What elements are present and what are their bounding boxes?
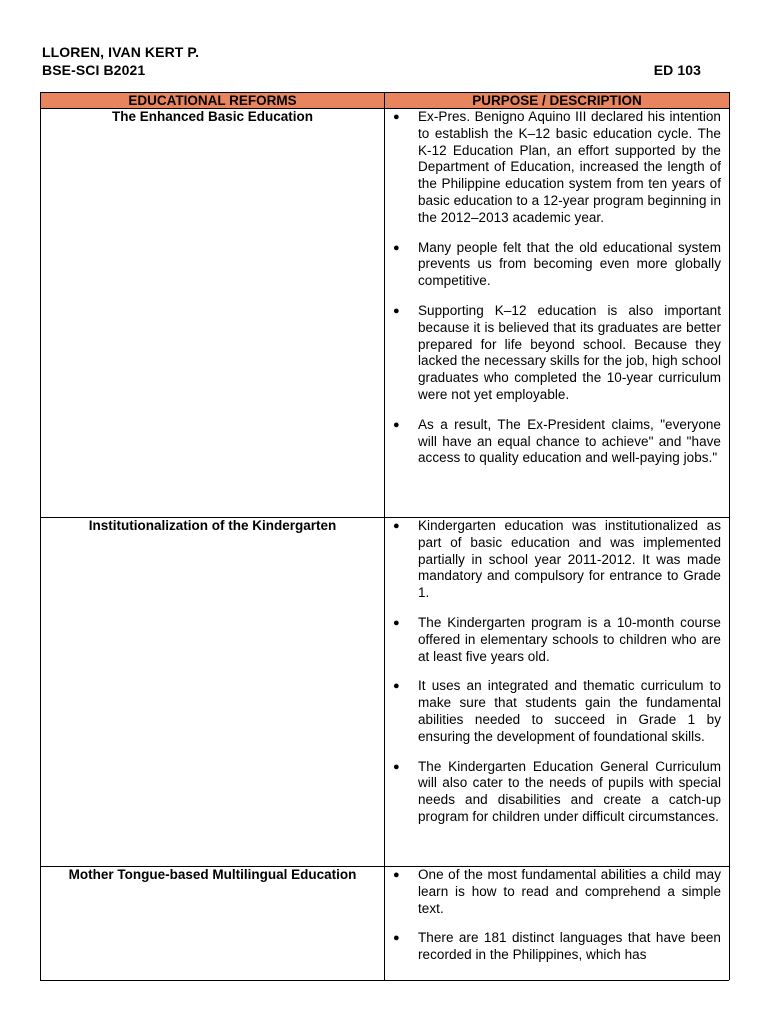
bullet-text: Kindergarten education was institutionalized as part of basic education and was implemented partially in school year 2011-2012. It was made mandatory and compulsory for entrance to Grade 1. [418,518,721,601]
list-item [391,518,721,602]
bullet-icon: ● [393,616,400,629]
bullet-list [385,518,729,826]
bullet-text: There are 181 distinct languages that have been recorded in the Philippines, which has [418,930,721,963]
bullet-icon: ● [393,869,400,881]
bullet-text: Many people felt that the old educational system prevents us from becoming even more globally competitive. [418,239,721,289]
student-name: LLOREN, IVAN KERT P. [42,44,200,60]
bullet-text: As a result, The Ex-President claims, "everyone will have an equal chance to achieve" and "have access to quality education and well-paying jobs." [418,416,721,466]
list-item [391,240,721,290]
list-item [391,615,721,665]
list-item [391,930,721,964]
table-bottom-border [40,980,729,981]
column-header-purpose: PURPOSE / DESCRIPTION [385,93,730,109]
bullet-text: The Kindergarten Education General Curriculum will also cater to the needs of pupils with special needs and disabilities and create a catch-up program for children under difficult circumstances. [418,758,721,824]
list-item [391,109,721,227]
bullet-icon: ● [393,111,400,123]
bullet-text: Supporting K–12 education is also important because it is believed that its graduates are better prepared for life beyond school. Because they lacked the necessary skills for the job, high school graduates who completed the 10-year curriculum were not yet employable. [418,302,721,402]
purpose-cell [385,109,730,518]
bullet-text: The Kindergarten program is a 10-month course offered in elementary schools to children who are at least five years old. [418,614,721,664]
bullet-icon: ● [393,680,400,693]
bullet-text: Ex-Pres. Benigno Aquino III declared his intention to establish the K–12 basic education cycle. The K-12 Education Plan, an effort supported by the Department of Education, increased the length of the Philippine education system from ten years of basic education to a 12-year program beginning in the 2012–2013 academic year. [418,109,721,225]
bullet-icon: ● [393,520,400,532]
bullet-icon: ● [393,304,400,317]
reforms-table [40,92,730,980]
bullet-icon: ● [393,760,400,773]
table-row [41,109,730,518]
table-row [41,518,730,867]
reform-name-mother-tongue: Mother Tongue-based Multilingual Education [41,867,385,981]
bullet-icon: ● [393,418,400,431]
reform-name-kindergarten: Institutionalization of the Kindergarten [41,518,385,867]
bullet-list [385,109,729,467]
table-row [41,867,730,981]
bullet-text: It uses an integrated and thematic curriculum to make sure that students gain the fundamental abilities needed to succeed in Grade 1 by ensuring the development of foundational skills. [418,678,721,744]
bullet-icon: ● [393,241,400,254]
list-item [391,759,721,826]
column-header-reforms: EDUCATIONAL REFORMS [41,93,385,109]
course-code: ED 103 [653,62,701,78]
list-item [391,417,721,467]
bullet-icon: ● [393,932,400,945]
bullet-text: One of the most fundamental abilities a child may learn is how to read and comprehend a simple text. [418,867,721,916]
table-header-row [41,93,730,109]
bullet-list [385,867,729,964]
list-item [391,678,721,745]
list-item [391,867,721,917]
purpose-cell [385,518,730,867]
list-item [391,303,721,404]
purpose-cell [385,867,730,981]
reform-name-enhanced-basic-education: The Enhanced Basic Education [41,109,385,518]
student-program: BSE-SCI B2021 [42,62,146,78]
